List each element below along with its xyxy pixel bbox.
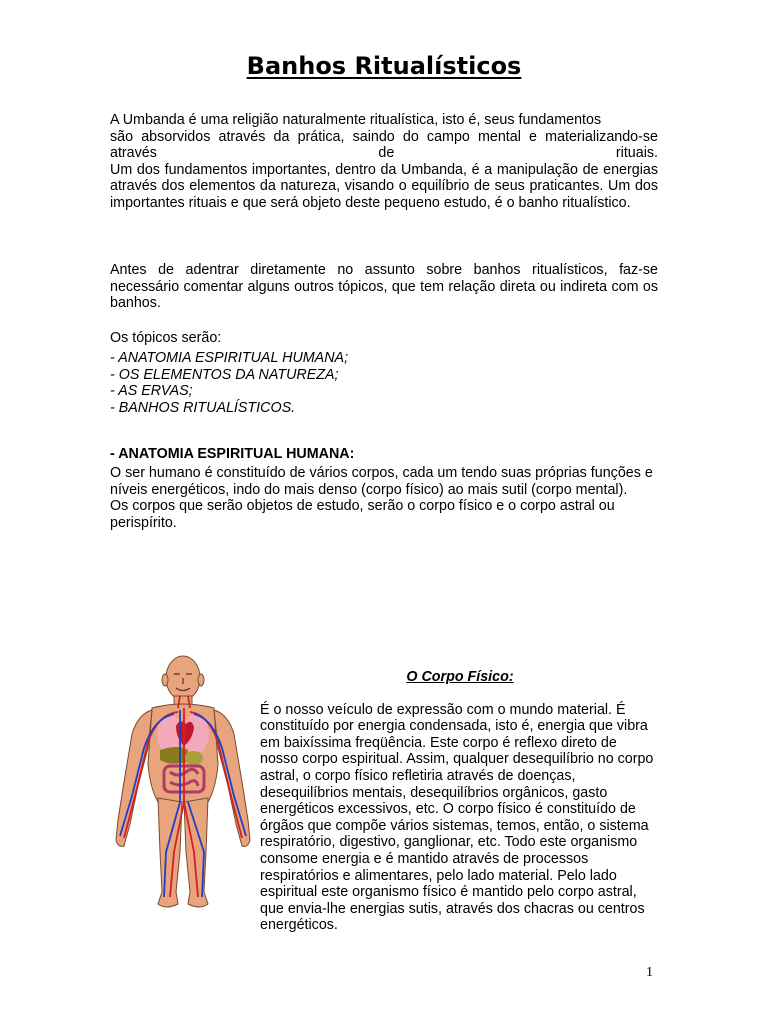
- corpo-fisico-title: O Corpo Físico:: [406, 669, 514, 685]
- corpo-fisico-text: É o nosso veículo de expressão com o mundo material. É constituído por energia condensada, isto é, energia que vibra em baixíssima freqüência. Este corpo é reflexo direto de nosso corpo espiritual. Assim, qualquer desequilíbrio no corpo astral, o corpo físico refletiria através de doenças, desequilíbrios mentais, desequilíbrios orgânicos, gasto energéticos excessivos, etc. O corpo físico é constituído de órgãos que compõe vários sistemas, temos, então, o sistema respiratório, digestivo, ganglionar, etc. Todo este organismo consome energia e é mantido através de processos respiratórios e alimentares, pelo lado material. Pelo lado espiritual este organismo físico é mantido pelo corpo astral, que envia-lhe energias sutis, através dos chacras ou centros energéticos.: [260, 701, 654, 934]
- stomach: [185, 751, 203, 765]
- intro-line-2: são absorvidos através da prática, saindo do campo mental e materializando-se: [110, 128, 658, 145]
- topics-intro: Os tópicos serão:: [110, 330, 222, 347]
- intro-paragraph-3: Antes de adentrar diretamente no assunto sobre banhos ritualísticos, faz-se necessário comentar alguns outros tópicos, que tem relação direta ou indireta com os banhos.: [110, 262, 658, 312]
- topic-item: - BANHOS RITUALÍSTICOS.: [110, 399, 296, 416]
- intro-paragraph-2: Um dos fundamentos importantes, dentro da Umbanda, é a manipulação de energias através dos elementos da natureza, visando o equilíbrio de seus praticantes. Um dos importantes rituais e que será objeto deste pequeno estudo, é o banho ritualístico.: [110, 161, 658, 211]
- page-number: 1: [646, 965, 653, 980]
- intro-line-1: A Umbanda é uma religião naturalmente ritualística, isto é, seus fundamentos: [110, 112, 602, 128]
- topic-item: - ANATOMIA ESPIRITUAL HUMANA;: [110, 350, 349, 366]
- topics-list: [110, 350, 658, 416]
- section-paragraph-1: O ser humano é constituído de vários corpos, cada um tendo suas próprias funções e níveis energéticos, indo do mais denso (corpo físico) ao mais sutil (corpo mental).: [110, 465, 653, 498]
- topic-item: - AS ERVAS;: [110, 383, 193, 400]
- corpo-fisico-section: [260, 669, 660, 934]
- human-anatomy-illustration: [108, 652, 258, 914]
- intro-line-3: através de rituais.: [110, 145, 658, 162]
- document-title: Banhos Ritualísticos: [246, 52, 522, 80]
- section-paragraph: [110, 465, 658, 531]
- section-paragraph-2: Os corpos que serão objetos de estudo, serão o corpo físico e o corpo astral ou perispírito.: [110, 498, 615, 531]
- section-heading: - ANATOMIA ESPIRITUAL HUMANA:: [110, 446, 355, 463]
- topic-item: - OS ELEMENTOS DA NATUREZA;: [110, 366, 339, 383]
- intro-paragraph: [110, 112, 658, 212]
